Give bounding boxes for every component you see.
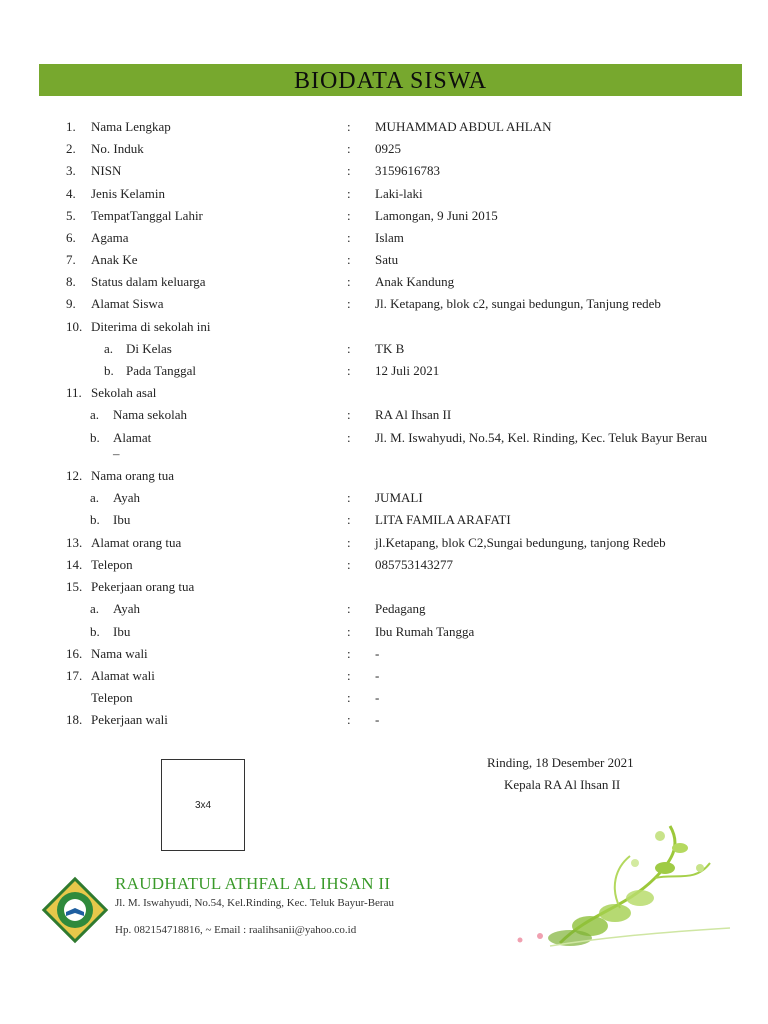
row-number: 10. <box>66 319 83 334</box>
field-label: Diterima di sekolah ini <box>91 319 211 334</box>
field-label: Ibu <box>113 624 131 639</box>
row-number: 14. <box>66 557 83 572</box>
school-logo-icon <box>40 875 110 945</box>
field-label: Ayah <box>113 601 140 616</box>
floral-decoration-icon <box>440 818 740 948</box>
school-name: RAUDHATUL ATHFAL AL IHSAN II <box>115 874 391 893</box>
colon: : <box>347 230 351 245</box>
field-label: Alamat orang tua <box>91 535 182 550</box>
row-number: 7. <box>66 252 76 267</box>
row-number: 5. <box>66 208 76 223</box>
field-label: Telepon <box>91 557 133 572</box>
field-label: Di Kelas <box>126 341 172 356</box>
colon: : <box>347 341 351 356</box>
field-label: NISN <box>91 163 122 178</box>
field-label: Alamat <box>113 430 152 445</box>
photo-box <box>161 759 245 851</box>
colon: : <box>347 624 351 639</box>
field-value: 3159616783 <box>375 163 440 178</box>
field-value: - <box>375 690 380 705</box>
field-label: Telepon <box>91 690 133 705</box>
field-value: Pedagang <box>375 601 426 616</box>
field-label: Anak Ke <box>91 252 138 267</box>
row-number: 8. <box>66 274 76 289</box>
field-label: Agama <box>91 230 129 245</box>
field-value: Islam <box>375 230 404 245</box>
field-value: Lamongan, 9 Juni 2015 <box>375 208 498 223</box>
colon: : <box>347 646 351 661</box>
field-label: Nama Lengkap <box>91 119 171 134</box>
colon: : <box>347 407 351 422</box>
sub-letter: a. <box>90 490 100 505</box>
colon: : <box>347 430 351 445</box>
field-label: Nama sekolah <box>113 407 188 422</box>
colon: : <box>347 363 351 378</box>
field-label: Jenis Kelamin <box>91 186 166 201</box>
sub-letter: b. <box>104 363 114 378</box>
field-label: Status dalam keluarga <box>91 274 206 289</box>
field-label: Alamat Siswa <box>91 296 164 311</box>
colon: : <box>347 712 351 727</box>
page-title: BIODATA SISWA <box>293 68 488 94</box>
field-label: Ibu <box>113 512 131 527</box>
field-value: - <box>375 646 380 661</box>
field-value: RA Al Ihsan II <box>375 407 452 422</box>
row-number: 4. <box>66 186 76 201</box>
field-value: - <box>375 668 380 683</box>
field-value: Satu <box>375 252 399 267</box>
row-number: 17. <box>66 668 83 683</box>
row-number: 11. <box>66 385 82 400</box>
colon: : <box>347 296 351 311</box>
field-value: Jl. M. Iswahyudi, No.54, Kel. Rinding, Kec. Teluk Bayur Berau <box>375 430 708 445</box>
sub-letter: b. <box>90 512 100 527</box>
row-number: 15. <box>66 579 83 594</box>
label-dash: – <box>113 446 120 461</box>
field-label: Pada Tanggal <box>126 363 196 378</box>
colon: : <box>347 557 351 572</box>
colon: : <box>347 668 351 683</box>
colon: : <box>347 601 351 616</box>
sub-letter: b. <box>90 624 100 639</box>
row-number: 2. <box>66 141 76 156</box>
row-number: 18. <box>66 712 83 727</box>
colon: : <box>347 512 351 527</box>
row-number: 1. <box>66 119 76 134</box>
colon: : <box>347 274 351 289</box>
colon: : <box>347 690 351 705</box>
sub-letter: a. <box>104 341 114 356</box>
photo-label: 3x4 <box>194 800 212 811</box>
colon: : <box>347 535 351 550</box>
field-value: 0925 <box>375 141 401 156</box>
title-bar <box>39 64 742 96</box>
field-label: Alamat wali <box>91 668 155 683</box>
row-number: 13. <box>66 535 83 550</box>
field-label: Pekerjaan wali <box>91 712 168 727</box>
field-value: 12 Juli 2021 <box>375 363 440 378</box>
field-value: Jl. Ketapang, blok c2, sungai bedungun, Tanjung redeb <box>375 296 661 311</box>
sub-letter: a. <box>90 601 100 616</box>
field-value: Anak Kandung <box>375 274 455 289</box>
field-label: Nama wali <box>91 646 148 661</box>
sub-letter: a. <box>90 407 100 422</box>
row-number: 16. <box>66 646 83 661</box>
row-number: 6. <box>66 230 76 245</box>
field-value: Ibu Rumah Tangga <box>375 624 475 639</box>
colon: : <box>347 186 351 201</box>
row-number: 12. <box>66 468 83 483</box>
colon: : <box>347 252 351 267</box>
row-number: 3. <box>66 163 76 178</box>
field-label: Pekerjaan orang tua <box>91 579 195 594</box>
field-value: jl.Ketapang, blok C2,Sungai bedungung, tanjong Redeb <box>375 535 666 550</box>
field-value: LITA FAMILA ARAFATI <box>375 512 511 527</box>
sub-letter: b. <box>90 430 100 445</box>
colon: : <box>347 208 351 223</box>
field-value: JUMALI <box>375 490 423 505</box>
field-label: Ayah <box>113 490 140 505</box>
field-value: MUHAMMAD ABDUL AHLAN <box>375 119 552 134</box>
field-label: Sekolah asal <box>91 385 157 400</box>
field-value: Laki-laki <box>375 186 423 201</box>
field-value: 085753143277 <box>375 557 453 572</box>
field-value: - <box>375 712 380 727</box>
colon: : <box>347 119 351 134</box>
field-label: Nama orang tua <box>91 468 175 483</box>
signature-title: Kepala RA Al Ihsan II <box>504 777 621 792</box>
field-value: TK B <box>375 341 405 356</box>
colon: : <box>347 163 351 178</box>
colon: : <box>347 141 351 156</box>
field-label: No. Induk <box>91 141 144 156</box>
colon: : <box>347 490 351 505</box>
school-contact: Hp. 082154718816, ~ Email : raalihsanii@yahoo.co.id <box>115 924 357 936</box>
field-label: TempatTanggal Lahir <box>91 208 203 223</box>
school-address: Jl. M. Iswahyudi, No.54, Kel.Rinding, Kec. Teluk Bayur-Berau <box>115 897 394 909</box>
signature-place-date: Rinding, 18 Desember 2021 <box>487 755 634 770</box>
row-number: 9. <box>66 296 76 311</box>
